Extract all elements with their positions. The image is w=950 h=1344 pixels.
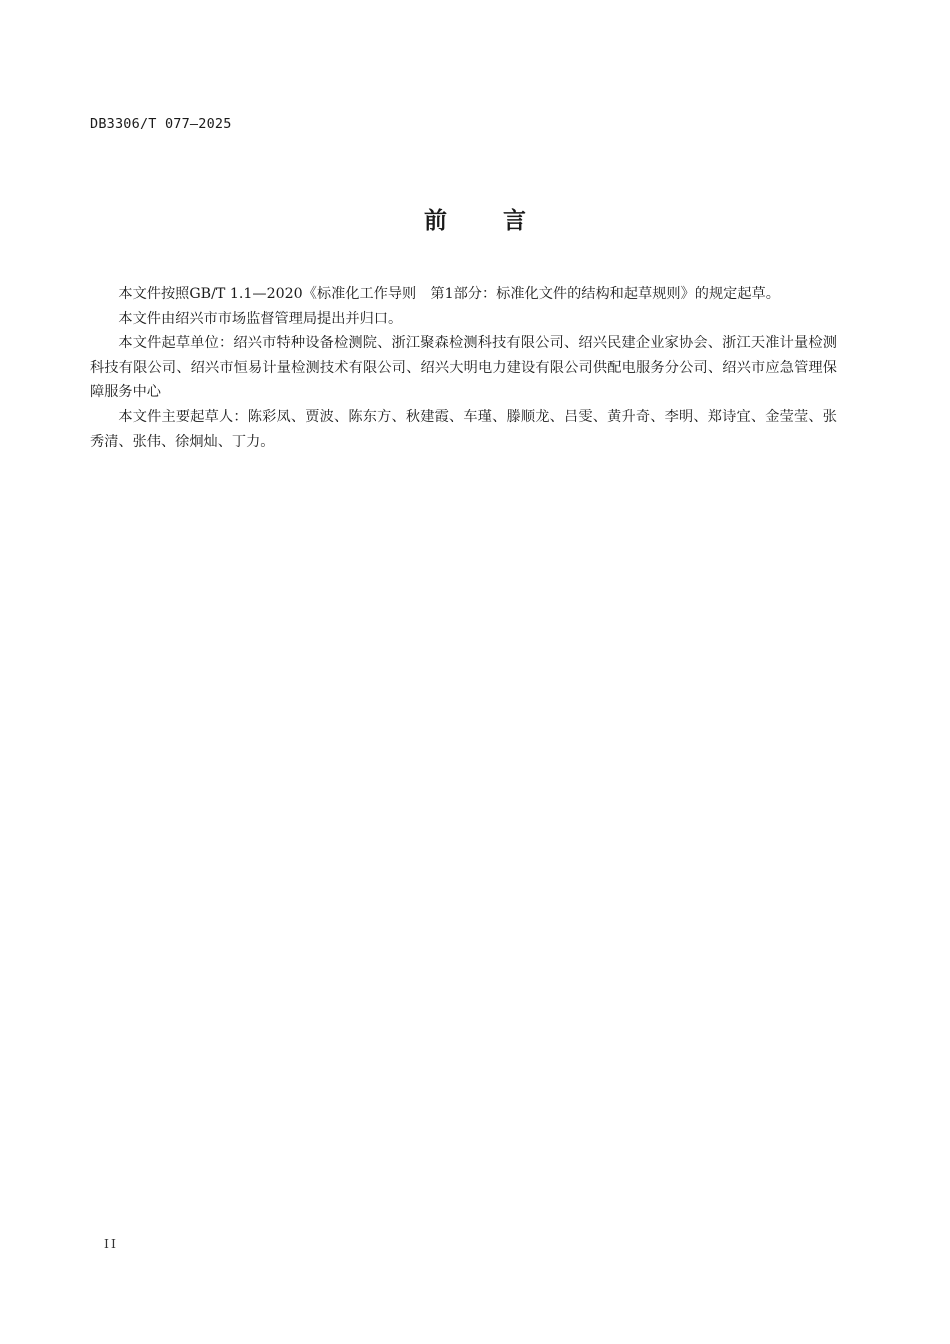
paragraph-main-drafters: 本文件主要起草人：陈彩凤、贾波、陈东方、秋建霞、车瑾、滕顺龙、吕雯、黄升奇、李明、郑诗宜、金莹莹、张秀清、张伟、徐炯灿、丁力。 (90, 408, 837, 450)
page-title: 前言 (424, 208, 582, 234)
paragraph-drafting-rules: 本文件按照GB/T 1.1—2020《标准化工作导则 第1部分：标准化文件的结构和起草规则》的规定起草。 (118, 286, 780, 302)
paragraph-proposer: 本文件由绍兴市市场监督管理局提出并归口。 (118, 310, 403, 327)
paragraph-drafting-units: 本文件起草单位：绍兴市特种设备检测院、浙江聚森检测科技有限公司、绍兴民建企业家协会、浙江天准计量检测科技有限公司、绍兴市恒易计量检测技术有限公司、绍兴大明电力建设有限公司供配电服务分公司、绍兴市应急管理保障服务中心 (90, 335, 837, 401)
document-code: DB3306/T 077—2025 (90, 116, 232, 132)
foreword-body (90, 282, 837, 454)
page-number: II (104, 1236, 118, 1251)
